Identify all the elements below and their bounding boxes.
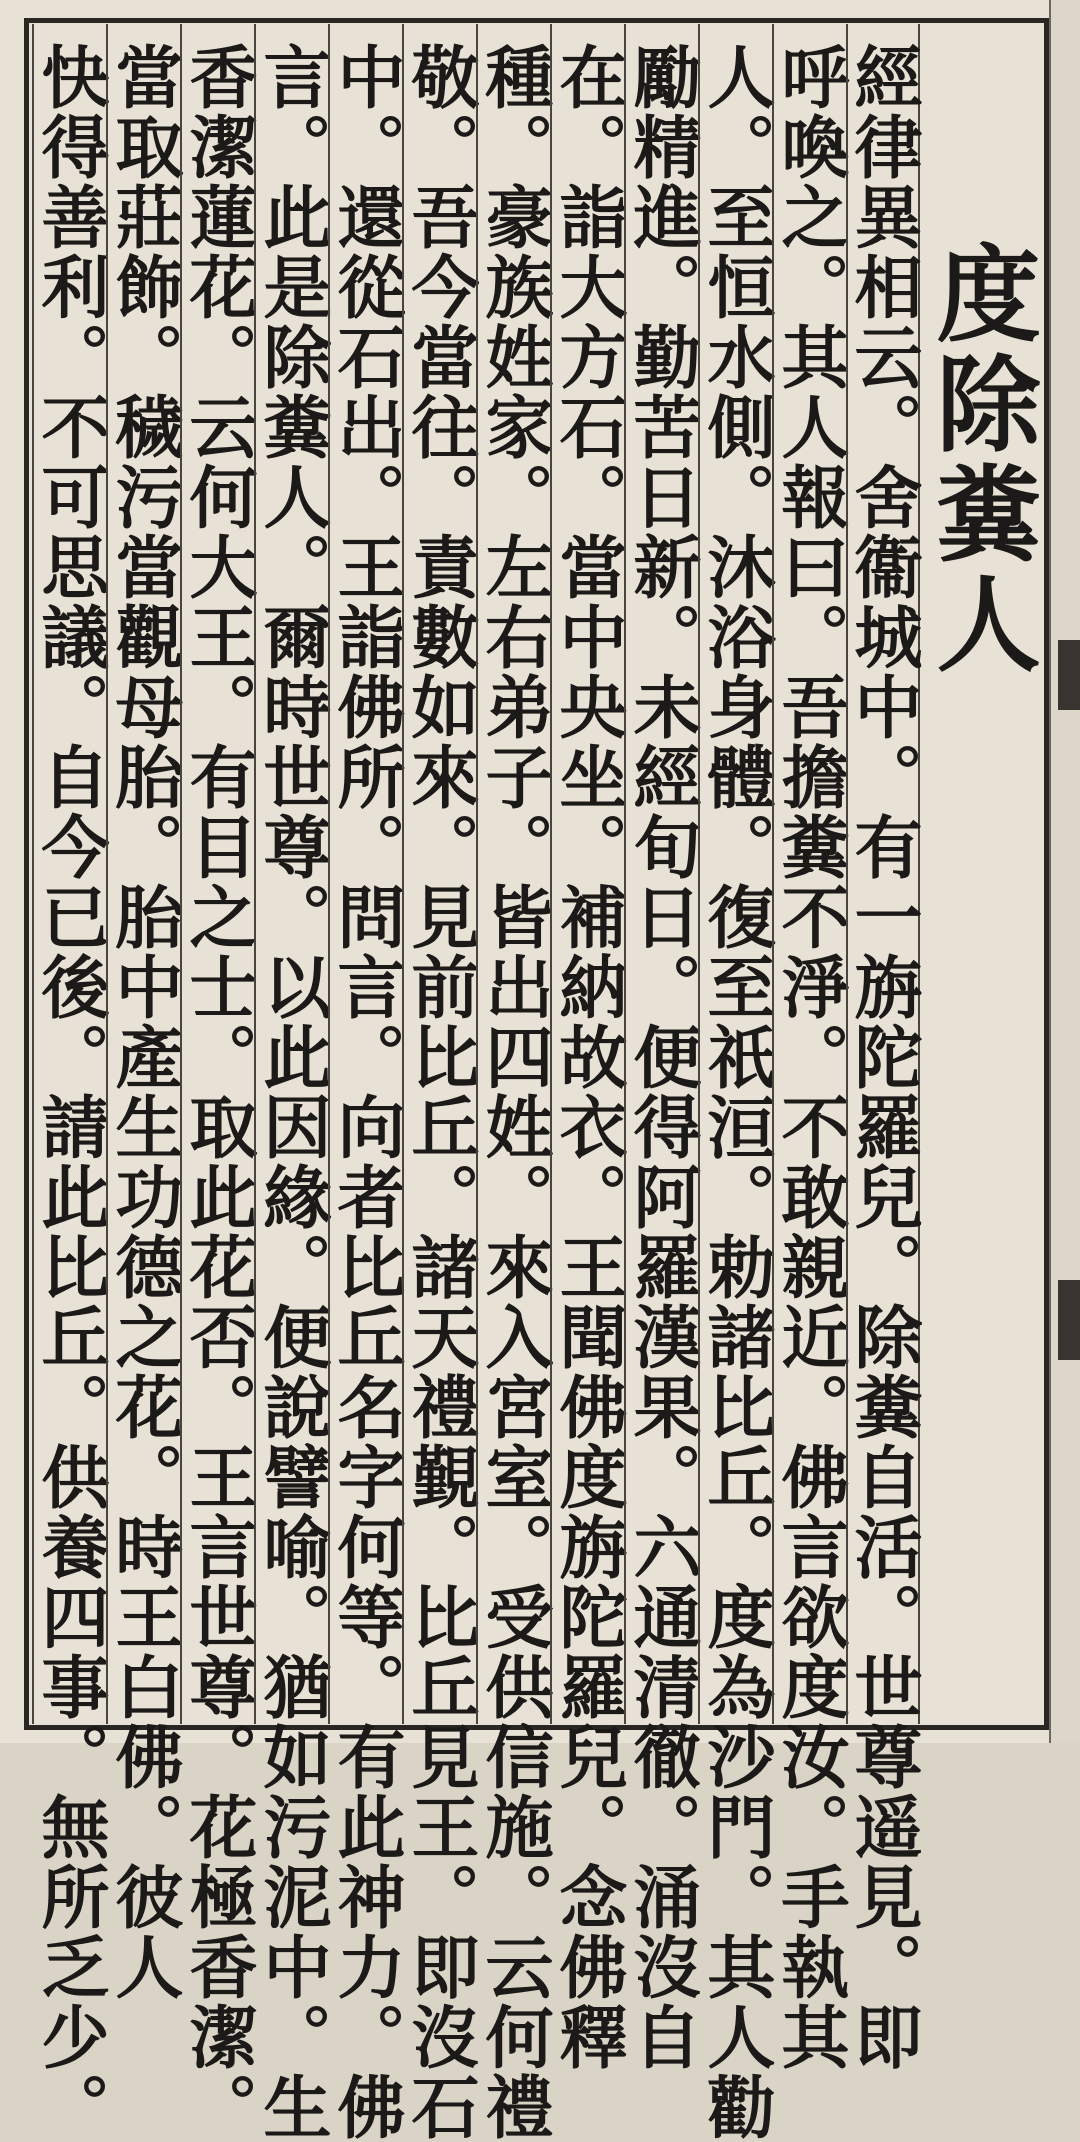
edge-mark (1058, 1280, 1080, 1360)
column-text: 敬。吾今當往。責數如來。見前比丘。諸天禮覲。比丘見王。即沒石 (400, 42, 480, 2142)
column-text: 快得善利。不可思議。自今已後。請此比丘。供養四事。無所乏少。 (30, 42, 110, 2142)
text-columns (28, 24, 923, 2142)
text-column (474, 24, 554, 2142)
text-column (622, 24, 702, 2072)
column-text: 中。還從石出。王詣佛所。問言。向者比丘名字何等。有此神力。佛 (326, 42, 406, 2142)
title-column (920, 240, 1040, 800)
column-text: 經律異相云。舍衞城中。有一旃陀羅兒。除糞自活。世尊遥見。即 (843, 42, 923, 2072)
column-text: 勵精進。勤苦日新。未經旬日。便得阿羅漢果。六通清徹。涌沒自 (622, 42, 702, 2072)
text-column (770, 24, 850, 2072)
text-column (252, 24, 332, 2142)
text-column (400, 24, 480, 2142)
text-column (843, 24, 923, 2072)
text-column (104, 24, 184, 2002)
column-text: 呼喚之。其人報曰。吾擔糞不淨。不敢親近。佛言欲度汝。手執其 (770, 42, 850, 2072)
column-text: 香潔蓮花。云何大王。有目之士。取此花否。王言世尊。花極香潔。 (178, 42, 258, 2142)
page-title: 度除糞人 (918, 240, 1042, 680)
text-column (696, 24, 776, 2142)
column-text: 在。詣大方石。當中央坐。補納故衣。王聞佛度旃陀羅兒。念佛釋 (548, 42, 628, 2072)
column-text: 言。此是除糞人。爾時世尊。以此因緣。便說譬喻。猶如污泥中。生 (252, 42, 332, 2142)
column-text: 人。至恒水側。沐浴身體。復至祇洹。勅諸比丘。度為沙門。其人勸 (696, 42, 776, 2142)
column-text: 當取莊飾。穢污當觀母胎。胎中產生功德之花。時王白佛。彼人 (104, 42, 184, 2002)
page-edge (1049, 0, 1080, 1743)
text-column (326, 24, 406, 2142)
text-column (30, 24, 110, 2142)
edge-mark (1058, 640, 1080, 710)
text-column (548, 24, 628, 2072)
column-text: 種。豪族姓家。左右弟子。皆出四姓。來入宮室。受供信施。云何禮 (474, 42, 554, 2142)
text-column (178, 24, 258, 2142)
